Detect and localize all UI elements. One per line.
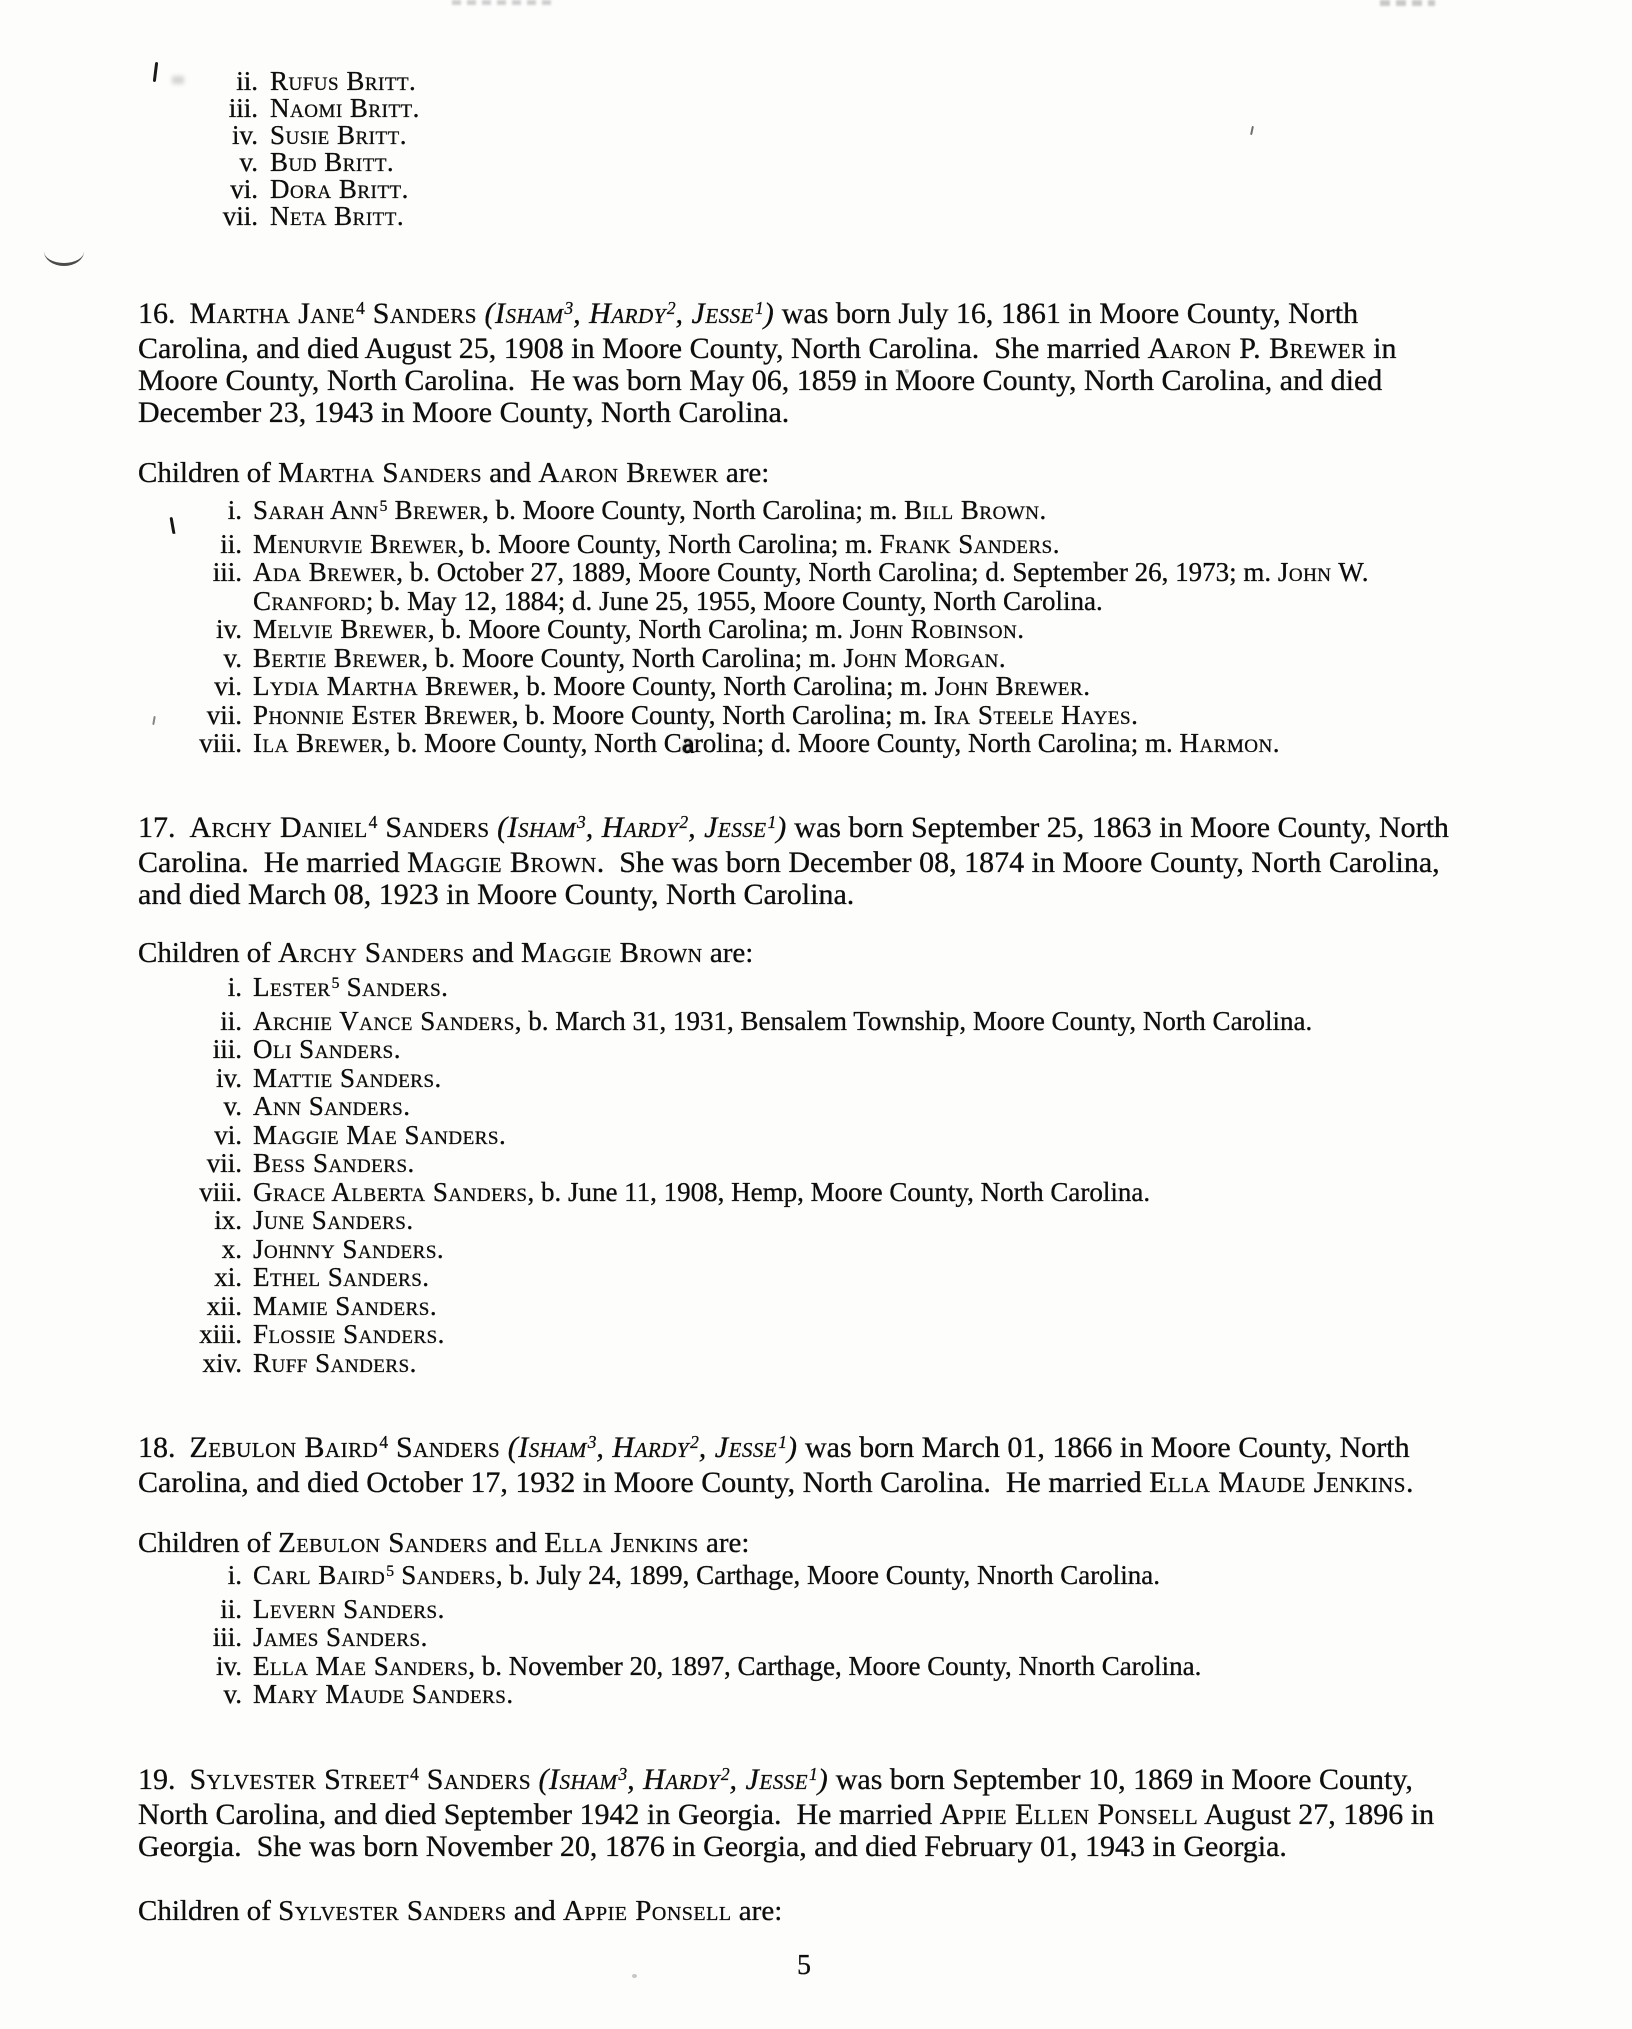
child-list-item bbox=[138, 1035, 1613, 1064]
child-list-item bbox=[138, 558, 1613, 615]
child-list-item bbox=[138, 1623, 1613, 1652]
child-numeral: ii. bbox=[220, 1593, 242, 1624]
child-text: Ann Sanders. bbox=[253, 1091, 411, 1121]
child-list-item bbox=[138, 1092, 1613, 1121]
child-text: Ila Brewer, b. Moore County, North Carolina; d. Moore County, North Carolina; m. Harmon. bbox=[253, 728, 1280, 758]
entry-text: Zebulon Baird$^4$ Sanders (Isham$^3$, Hardy$^2$, Jesse$^1$) was born March 01, 1866 in Moore County, North Carolina, and died October 17, 1932 in Moore County, North Carolina. He married Ella Maude Jenkins. bbox=[138, 1431, 1414, 1499]
child-numeral: vi. bbox=[214, 1119, 242, 1150]
child-list-item bbox=[138, 1561, 1613, 1595]
child-list-item bbox=[138, 1652, 1613, 1681]
child-text: June Sanders. bbox=[253, 1205, 414, 1235]
child-numeral: iv. bbox=[216, 1650, 242, 1681]
scan-artifact-top-dashes-icon bbox=[1380, 0, 1435, 6]
child-list-item bbox=[138, 729, 1613, 758]
child-text: Melvie Brewer, b. Moore County, North Carolina; m. John Robinson. bbox=[253, 614, 1024, 644]
child-numeral: iii. bbox=[212, 1034, 242, 1064]
child-text: Ella Mae Sanders, b. November 20, 1897, Carthage, Moore County, Nnorth Carolina. bbox=[253, 1650, 1202, 1681]
scan-dot-icon bbox=[632, 1974, 637, 1978]
person-entry-17 bbox=[138, 812, 1613, 911]
child-numeral: xiv. bbox=[202, 1347, 242, 1378]
child-text: Mary Maude Sanders. bbox=[253, 1679, 514, 1709]
child-text: Archie Vance Sanders, b. March 31, 1931, Bensalem Township, Moore County, North Carolina. bbox=[253, 1005, 1313, 1036]
child-text: Ruff Sanders. bbox=[253, 1347, 417, 1378]
child-text: Grace Alberta Sanders, b. June 11, 1908, Hemp, Moore County, North Carolina. bbox=[253, 1176, 1151, 1207]
child-list-item bbox=[138, 1680, 1613, 1709]
child-list-item bbox=[138, 1263, 1613, 1292]
child-list-item bbox=[138, 1064, 1613, 1093]
scan-artifact-top-dashes-icon bbox=[452, 0, 557, 5]
child-text: Lydia Martha Brewer, b. Moore County, North Carolina; m. John Brewer. bbox=[253, 671, 1090, 701]
child-list-item bbox=[138, 1349, 1613, 1378]
children-list-18 bbox=[138, 1561, 1613, 1709]
entry-number: 17. bbox=[138, 811, 176, 844]
child-text: Levern Sanders. bbox=[253, 1593, 445, 1624]
child-numeral: iii. bbox=[212, 557, 242, 587]
child-text: Rufus Britt. bbox=[270, 66, 417, 96]
page-number: 5 bbox=[797, 1950, 811, 1981]
child-numeral: iv. bbox=[232, 120, 258, 150]
child-numeral: xi. bbox=[214, 1262, 242, 1292]
child-text: Bud Britt. bbox=[270, 147, 395, 177]
child-text: Mamie Sanders. bbox=[253, 1290, 438, 1321]
children-list-16 bbox=[138, 496, 1613, 758]
child-numeral: ix. bbox=[214, 1205, 242, 1235]
child-list-item bbox=[138, 176, 1613, 203]
child-text: Maggie Mae Sanders. bbox=[253, 1119, 507, 1150]
child-text: Menurvie Brewer, b. Moore County, North Carolina; m. Frank Sanders. bbox=[253, 528, 1060, 559]
child-numeral: iii. bbox=[228, 93, 258, 123]
person-entry-18 bbox=[138, 1432, 1613, 1499]
entry-text: Martha Jane$^4$ Sanders (Isham$^3$, Hardy$^2$, Jesse$^1$) was born July 16, 1861 in Moore County, North Carolina, and died August 25, 1908 in Moore County, North Carolina. She married Aaron P. Brewer in Moore County, North Carolina. He was born May 06, 1859 in Moore County, North Carolina, and died December 23, 1943 in Moore County, North Carolina. bbox=[138, 297, 1397, 429]
child-numeral: i. bbox=[227, 495, 242, 525]
scan-curve-mark-icon bbox=[44, 250, 84, 266]
child-list-item bbox=[138, 1206, 1613, 1235]
child-numeral: vii. bbox=[206, 699, 242, 730]
child-numeral: iii. bbox=[212, 1622, 242, 1652]
child-text: Mattie Sanders. bbox=[253, 1062, 442, 1093]
child-numeral: ii. bbox=[220, 1005, 242, 1036]
child-numeral: vi. bbox=[214, 671, 242, 701]
child-text: Neta Britt. bbox=[270, 201, 405, 231]
children-heading-19: Children of Sylvester Sanders and Appie Ponsell are: bbox=[138, 1895, 783, 1927]
child-list-item bbox=[138, 1178, 1613, 1207]
child-list-item bbox=[138, 973, 1613, 1007]
child-list-item bbox=[138, 1149, 1613, 1178]
britt-children-list bbox=[138, 68, 1613, 230]
child-numeral: iv. bbox=[216, 1062, 242, 1093]
children-heading-17: Children of Archy Sanders and Maggie Brown are: bbox=[138, 937, 754, 969]
child-list-item bbox=[138, 203, 1613, 230]
child-text: Ethel Sanders. bbox=[253, 1262, 430, 1292]
child-text: Lester$^5$ Sanders. bbox=[253, 972, 449, 1002]
entry-number: 18. bbox=[138, 1431, 176, 1464]
child-list-item bbox=[138, 1121, 1613, 1150]
entry-text: Sylvester Street$^4$ Sanders (Isham$^3$, Hardy$^2$, Jesse$^1$) was born September 10, 1869 in Moore County, North Carolina, and died September 1942 in Georgia. He married Appie Ellen Ponsell August 27, 1896 in Georgia. She was born November 20, 1876 in Georgia, and died February 01, 1943 in Georgia. bbox=[138, 1763, 1435, 1863]
child-list-item bbox=[138, 1320, 1613, 1349]
entry-number: 19. bbox=[138, 1763, 176, 1796]
child-list-item bbox=[138, 530, 1613, 559]
child-text: Johnny Sanders. bbox=[253, 1233, 445, 1264]
child-numeral: viii. bbox=[199, 728, 242, 758]
child-text: Dora Britt. bbox=[270, 174, 409, 204]
entry-number: 16. bbox=[138, 297, 176, 330]
child-numeral: vi. bbox=[230, 174, 258, 204]
child-text: Ada Brewer, b. October 27, 1889, Moore County, North Carolina; d. September 26, 1973; m. John W. Cranford; b. May 12, 1884; d. June 25, 1955, Moore County, North Carolina. bbox=[253, 557, 1370, 616]
child-numeral: iv. bbox=[216, 614, 242, 644]
child-list-item bbox=[138, 701, 1613, 730]
child-numeral: i. bbox=[227, 972, 242, 1002]
child-list-item bbox=[138, 68, 1613, 95]
child-numeral: vii. bbox=[222, 201, 258, 231]
child-numeral: ii. bbox=[220, 528, 242, 559]
child-numeral: x. bbox=[221, 1233, 242, 1264]
child-text: Phonnie Ester Brewer, b. Moore County, North Carolina; m. Ira Steele Hayes. bbox=[253, 699, 1138, 730]
child-numeral: v. bbox=[223, 642, 242, 673]
child-numeral: vii. bbox=[206, 1148, 242, 1178]
child-list-item bbox=[138, 672, 1613, 701]
child-text: James Sanders. bbox=[253, 1622, 428, 1652]
child-text: Sarah Ann$^5$ Brewer, b. Moore County, North Carolina; m. Bill Brown. bbox=[253, 495, 1047, 525]
child-numeral: xiii. bbox=[199, 1319, 242, 1349]
child-numeral: v. bbox=[223, 1091, 242, 1121]
child-list-item bbox=[138, 615, 1613, 644]
child-numeral: v. bbox=[239, 147, 258, 177]
child-list-item bbox=[138, 149, 1613, 176]
child-numeral: v. bbox=[223, 1679, 242, 1709]
child-list-item bbox=[138, 496, 1613, 530]
child-list-item bbox=[138, 1235, 1613, 1264]
child-text: Oli Sanders. bbox=[253, 1034, 401, 1064]
child-text: Bess Sanders. bbox=[253, 1148, 415, 1178]
child-numeral: xii. bbox=[206, 1290, 242, 1321]
child-text: Bertie Brewer, b. Moore County, North Carolina; m. John Morgan. bbox=[253, 642, 1006, 673]
child-text: Carl Baird$^5$ Sanders, b. July 24, 1899, Carthage, Moore County, Nnorth Carolina. bbox=[253, 1560, 1160, 1590]
child-list-item bbox=[138, 122, 1613, 149]
person-entry-19 bbox=[138, 1764, 1613, 1863]
child-numeral: ii. bbox=[236, 66, 258, 96]
child-text: Flossie Sanders. bbox=[253, 1319, 445, 1349]
child-list-item bbox=[138, 644, 1613, 673]
child-text: Susie Britt. bbox=[270, 120, 407, 150]
child-numeral: viii. bbox=[199, 1176, 242, 1207]
entry-text: Archy Daniel$^4$ Sanders (Isham$^3$, Hardy$^2$, Jesse$^1$) was born September 25, 1863 in Moore County, North Carolina. He married Maggie Brown. She was born December 08, 1874 in Moore County, North Carolina, and died March 08, 1923 in Moore County, North Carolina. bbox=[138, 811, 1449, 911]
child-list-item bbox=[138, 95, 1613, 122]
child-numeral: i. bbox=[227, 1560, 242, 1590]
children-heading-16: Children of Martha Sanders and Aaron Brewer are: bbox=[138, 457, 770, 489]
child-list-item bbox=[138, 1595, 1613, 1624]
child-list-item bbox=[138, 1292, 1613, 1321]
children-heading-18: Children of Zebulon Sanders and Ella Jenkins are: bbox=[138, 1527, 750, 1559]
person-entry-16 bbox=[138, 298, 1613, 429]
children-list-17 bbox=[138, 973, 1613, 1377]
child-text: Naomi Britt. bbox=[270, 93, 420, 123]
child-list-item bbox=[138, 1007, 1613, 1036]
